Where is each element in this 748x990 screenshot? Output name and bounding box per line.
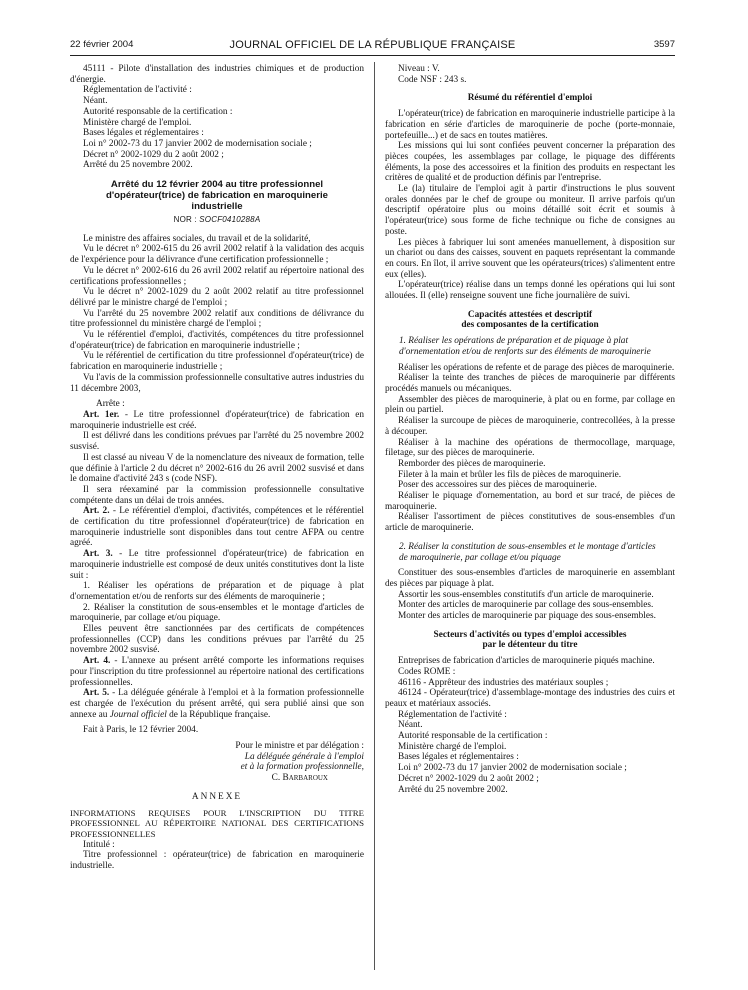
unit-1-item: Assembler des pièces de maroquinerie, à plat ou en forme, par collage en plein ou partiel. [385, 394, 675, 416]
bottom-line: Réglementation de l'activité : [398, 709, 507, 720]
left-column [70, 64, 364, 872]
reglementation-value: Néant. [83, 96, 108, 107]
secteurs-para: 46124 - Opérateur(trice) d'assemblage-montage des industries des cuirs et peaux et matériaux associés. [385, 688, 675, 709]
article-3-para-1: 1. Réaliser les opérations de préparation et de piquage à plat d'ornementation et/ou de renforts sur des éléments de maroquinerie ; [70, 581, 364, 602]
arrete-ref-line: Arrêté du 25 novembre 2002. [83, 160, 193, 171]
signature-name: C. Barbaroux [271, 773, 328, 784]
signature-role-1: La déléguée générale à l'emploi [244, 751, 364, 762]
unit-1-title: 1. Réaliser les opérations de préparation et de piquage à plat d'ornementation et/ou de renforts sur des éléments de maroquinerie [399, 336, 651, 357]
right-column [385, 64, 675, 795]
unit-2-title: 2. Réaliser la constitution de sous-ensembles et le montage d'articles de maroquinerie, par collage et/ou piquage [399, 541, 656, 563]
article-1-text: - Le titre professionnel d'opérateur(trice) de fabrication en maroquinerie industrielle est créé. [70, 409, 364, 431]
unit-1-item: Réaliser les opérations de refente et de parage des pièces de maroquinerie. [398, 362, 675, 373]
decret-line: Décret n° 2002-1029 du 2 août 2002 ; [83, 149, 224, 160]
resume-para-1: L'opérateur(trice) de fabrication en maroquinerie industrielle participe à la fabrication en série d'articles de maroquinerie de poche (porte-monnaie, portefeuille...) et de sacs en toutes matières. [385, 109, 675, 141]
secteurs-title-2: par le détenteur du titre [482, 640, 578, 651]
page-header [70, 39, 675, 56]
page-number: 3597 [653, 39, 675, 50]
unit-1-item: Réaliser à la machine des opérations de thermocollage, marquage, filetage, sur des pièces de maroquinerie. [385, 437, 675, 459]
article-5-label: Art. 5. [83, 688, 110, 699]
journal-title: JOURNAL OFFICIEL DE LA RÉPUBLIQUE FRANÇAISE [229, 39, 516, 51]
annexe-heading: INFORMATIONS REQUISES POUR L'INSCRIPTION DU TITRE PROFESSIONNEL AU RÉPERTOIRE NATIONAL DES CERTIFICATIONS PROFESSIONNELLES [70, 807, 364, 839]
titre-professionnel: Titre professionnel : opérateur(trice) de fabrication en maroquinerie industrielle. [70, 850, 364, 872]
article-2-label: Art. 2. [83, 506, 110, 517]
article-2 [70, 506, 364, 549]
job-code-line: 45111 - Pilote d'installation des industries chimiques et de production d'énergie. [70, 64, 364, 85]
preamble-vu-4: Vu l'arrêté du 25 novembre 2002 relatif aux conditions de délivrance du titre professionnel du ministère chargé de l'emploi ; [70, 308, 364, 330]
autorite-value: Ministère chargé de l'emploi. [83, 117, 192, 128]
article-3 [70, 549, 364, 581]
bottom-line: Bases légales et réglementaires : [398, 752, 519, 763]
arrete-word: Arrête : [96, 399, 125, 410]
article-2-text: - Le référentiel d'emploi, d'activités, compétences et le référentiel de certification du titre professionnel d'opérateur(trice) de fabrication en maroquinerie industrielle sont disponibles dans tout centre AFPA ou centre agréé. [70, 506, 364, 549]
unit-1-item: Réaliser le piquage d'ornementation, au bord et sur tracé, de pièces de maroquinerie. [385, 491, 675, 512]
capacites-title-1: Capacités attestées et descriptif [467, 309, 593, 320]
article-4-label: Art. 4. [83, 656, 111, 667]
bottom-line: Néant. [398, 720, 423, 731]
preamble-vu-6: Vu le référentiel de certification du titre professionnel d'opérateur(trice) de fabrication en maroquinerie industrielle ; [70, 351, 364, 373]
reglementation-label: Réglementation de l'activité : [83, 85, 192, 96]
unit-2-item: Constituer des sous-ensembles d'articles de maroquinerie en assemblant des pièces par piquage à plat. [385, 568, 675, 589]
journal-officiel-ref: Journal officiel [109, 709, 167, 720]
resume-para-3: Le (la) titulaire de l'emploi agit à partir d'instructions le plus souvent orales données par le chef de groupe ou moniteur. Il arrive parfois qu'un descriptif opératoire plus ou moins détaillé soit écrit et soumis à l'opérateur(trice) sous forme de fiche technique ou fiche de consignes au poste. [385, 184, 675, 237]
resume-para-4: Les pièces à fabriquer lui sont amenées manuellement, à disposition sur un chariot ou dans des caisses, souvent en paquets représentant la commande en cours. En îlot, il arrive souvent que les opérateurs(trices) s'alimentent entre eux (elles). [385, 237, 675, 280]
article-3-para-2: 2. Réaliser la constitution de sous-ensembles et le montage d'articles de maroquinerie, par collage et/ou piquage. [70, 602, 364, 624]
unit-1-item: Remborder des pièces de maroquinerie. [398, 458, 546, 469]
signature-role-2: et à la formation professionnelle, [240, 762, 364, 773]
fait-a-paris: Fait à Paris, le 12 février 2004. [83, 725, 199, 736]
bases-label: Bases légales et réglementaires : [83, 128, 204, 139]
article-5-text-a: - La déléguée générale à l'emploi et à la formation professionnelle est chargée de l'exécution du présent arrêté, qui sera publié ainsi que son annexe au [70, 688, 364, 720]
article-4 [70, 656, 364, 688]
header-date: 22 février 2004 [70, 39, 134, 50]
secteurs-para: Entreprises de fabrication d'articles de maroquinerie piqués machine. [398, 656, 655, 667]
column-divider [374, 62, 375, 970]
nor-label: NOR : [173, 215, 200, 225]
loi-line: Loi n° 2002-73 du 17 janvier 2002 de modernisation sociale ; [83, 138, 312, 149]
unit-1-item: Poser des accessoires sur des pièces de maroquinerie. [398, 480, 597, 491]
article-3-text: - Le titre professionnel d'opérateur(trice) de fabrication en maroquinerie industrielle est composé de deux unités constitutives dont la liste suit : [70, 549, 365, 581]
secteurs-para: Codes ROME : [398, 666, 456, 677]
bottom-line: Arrêté du 25 novembre 2002. [398, 784, 508, 795]
bottom-line: Ministère chargé de l'emploi. [398, 741, 507, 752]
article-1-para-1: Il est délivré dans les conditions prévues par l'arrêté du 25 novembre 2002 susvisé. [70, 431, 364, 453]
article-3-para-3: Elles peuvent être sanctionnées par des certificats de compétences professionnelles (CCP) dans les conditions prévues par l'arrêté du 25 novembre 2002 susvisé. [70, 624, 364, 656]
article-1 [70, 410, 364, 431]
unit-1-item: Réaliser la teinte des tranches de pièces de maroquinerie par différents procédés manuels ou mécaniques. [385, 373, 675, 394]
autorite-label: Autorité responsable de la certification : [83, 106, 233, 117]
niveau: Niveau : V. [398, 64, 440, 74]
unit-1-item: Réaliser l'assortiment de pièces constitutives de sous-ensembles d'un article de maroquinerie. [385, 512, 675, 534]
secteurs-para: 46116 - Apprêteur des industries des matériaux souples ; [398, 677, 609, 688]
article-5 [70, 688, 364, 720]
article-4-text: - L'annexe au présent arrêté comporte les informations requises pour l'inscription du titre professionnel au répertoire national des certifications professionnelles. [70, 656, 364, 688]
code-nsf: Code NSF : 243 s. [398, 74, 467, 85]
bottom-line: Décret n° 2002-1029 du 2 août 2002 ; [398, 773, 539, 784]
preamble-vu-7: Vu l'avis de la commission professionnelle consultative autres industries du 11 décembre 2003, [70, 372, 364, 394]
preamble-vu-5: Vu le référentiel d'emploi, d'activités, compétences du titre professionnel d'opérateur(trice) de fabrication en maroquinerie industrielle ; [70, 330, 364, 351]
preamble-vu-2: Vu le décret n° 2002-616 du 26 avril 2002 relatif au répertoire national des certifications professionnelles ; [70, 265, 364, 287]
secteurs-title-1: Secteurs d'activités ou types d'emploi accessibles [433, 629, 627, 640]
unit-2-item: Assortir les sous-ensembles constitutifs d'un article de maroquinerie. [398, 589, 654, 600]
preamble-minister: Le ministre des affaires sociales, du travail et de la solidarité, [83, 233, 311, 244]
preamble-vu-3: Vu le décret n° 2002-1029 du 2 août 2002 relatif au titre professionnel délivré par le ministre chargé de l'emploi ; [70, 287, 364, 308]
article-1-para-2: Il est classé au niveau V de la nomenclature des niveaux de formation, telle que définie à l'article 2 du décret n° 2002-616 du 26 avril 2002 susvisé et dans le domaine d'activité 243 s (code NSF). [70, 452, 364, 485]
article-3-label: Art. 3. [83, 549, 113, 560]
unit-1-item: Réaliser la surcoupe de pièces de maroquinerie, contrecollées, à la presse à découper. [385, 416, 675, 437]
resume-title: Résumé du référentiel d'emploi [467, 93, 593, 104]
intitule-label: Intitulé : [83, 839, 115, 850]
unit-2-item: Monter des articles de maroquinerie par piquage des sous-ensembles. [398, 611, 656, 622]
resume-para-5: L'opérateur(trice) réalise dans un temps donné les opérations qui lui sont allouées. Il (elle) renseigne souvent une fiche journalière de suivi. [385, 280, 675, 302]
capacites-title-2: des composantes de la certification [461, 320, 599, 331]
arrete-title: Arrêté du 12 février 2004 au titre professionnel d'opérateur(trice) de fabrication en maroquinerie industrielle [106, 179, 328, 213]
unit-1-item: Fileter à la main et brûler les fils de pièces de maroquinerie. [398, 469, 622, 480]
bottom-line: Loi n° 2002-73 du 17 janvier 2002 de modernisation sociale ; [398, 763, 627, 774]
signature-pour: Pour le ministre et par délégation : [235, 741, 364, 752]
preamble-vu-1: Vu le décret n° 2002-615 du 26 avril 2002 relatif à la validation des acquis de l'expérience pour la délivrance d'une certification professionnelle ; [70, 244, 364, 266]
article-1-label: Art. 1er. [83, 409, 120, 420]
bottom-line: Autorité responsable de la certification : [398, 731, 548, 742]
nor-code: SOCF0410288A [199, 215, 261, 225]
resume-para-2: Les missions qui lui sont confiées peuvent concerner la préparation des pièces coupées, les assemblages par collage, le piquage des différents éléments, la pose des accessoires et la finition des produits en respectant les critères de qualité et de production définis par l'entreprise. [385, 141, 675, 184]
unit-2-item: Monter des articles de maroquinerie par collage des sous-ensembles. [398, 600, 654, 611]
nor-reference [70, 215, 364, 226]
article-5-text-b: de la République française. [166, 709, 271, 720]
annexe-title: ANNEXE [191, 791, 243, 802]
article-1-para-3: Il sera réexaminé par la commission professionnelle consultative compétente dans un délai de trois années. [70, 484, 364, 506]
